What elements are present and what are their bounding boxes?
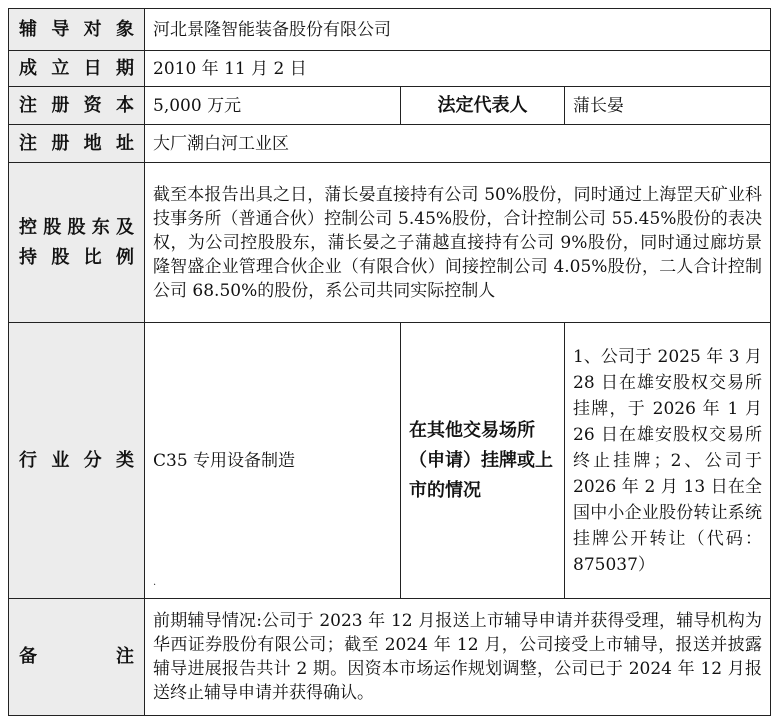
industry-classification-label: 行业分类 (9, 323, 145, 599)
controlling-shareholder-label (9, 163, 145, 323)
row-counseling-object (9, 9, 771, 51)
founded-date-label: 成立日期 (9, 51, 145, 87)
row-founded-date (9, 51, 771, 87)
controlling-shareholder-label-line2: 持股比例 (19, 246, 134, 268)
other-listing-value: 1、公司于 2025 年 3 月 28 日在雄安股权交易所挂牌，于 2026 年 1 月 26 日在雄安股权交易所终止挂牌；2、公司于 2026 年 2 月 13 日在全国中小企业股份转让系统挂牌公开转让（代码：875037） (565, 323, 771, 599)
row-registered-address (9, 125, 771, 163)
other-listing-label: 在其他交易场所（申请）挂牌或上市的情况 (401, 323, 565, 599)
remarks-label: 备注 (9, 599, 145, 716)
registered-address-value: 大厂潮白河工业区 (145, 125, 771, 163)
legal-representative-value: 蒲长晏 (565, 87, 771, 125)
registered-address-label: 注册地址 (9, 125, 145, 163)
stray-dot-mark: . (153, 577, 157, 588)
row-industry-classification (9, 323, 771, 599)
remarks-value: 前期辅导情况:公司于 2023 年 12 月报送上市辅导申请并获得受理，辅导机构为华西证券股份有限公司；截至 2024 年 12 月，公司接受上市辅导，报送并披露辅导进展报告共计 2 期。因资本市场运作规划调整，公司已于 2024 年 12 月报送终止辅导申请并获得确认。 (145, 599, 771, 716)
counseling-info-table (8, 8, 771, 716)
counseling-object-label: 辅导对象 (9, 9, 145, 51)
row-remarks (9, 599, 771, 716)
founded-date-value: 2010 年 11 月 2 日 (145, 51, 771, 87)
industry-classification-cell (145, 323, 401, 599)
registered-capital-value: 5,000 万元 (145, 87, 401, 125)
row-controlling-shareholder (9, 163, 771, 323)
row-registered-capital (9, 87, 771, 125)
legal-representative-label: 法定代表人 (401, 87, 565, 125)
controlling-shareholder-value: 截至本报告出具之日，蒲长晏直接持有公司 50%股份，同时通过上海罡天矿业科技事务所（普通合伙）控制公司 5.45%股份，合计控制公司 55.45%股份的表决权，为公司控股股东，蒲长晏之子蒲越直接持有公司 9%股份，同时通过廊坊景隆智盛企业管理合伙企业（有限合伙）间接控制公司 4.05%股份，二人合计控制公司 68.50%的股份，系公司共同实际控制人 (145, 163, 771, 323)
registered-capital-label: 注册资本 (9, 87, 145, 125)
industry-classification-value: C35 专用设备制造 (153, 450, 296, 471)
counseling-object-value: 河北景隆智能装备股份有限公司 (145, 9, 771, 51)
controlling-shareholder-label-line1: 控股股东及 (19, 216, 134, 238)
